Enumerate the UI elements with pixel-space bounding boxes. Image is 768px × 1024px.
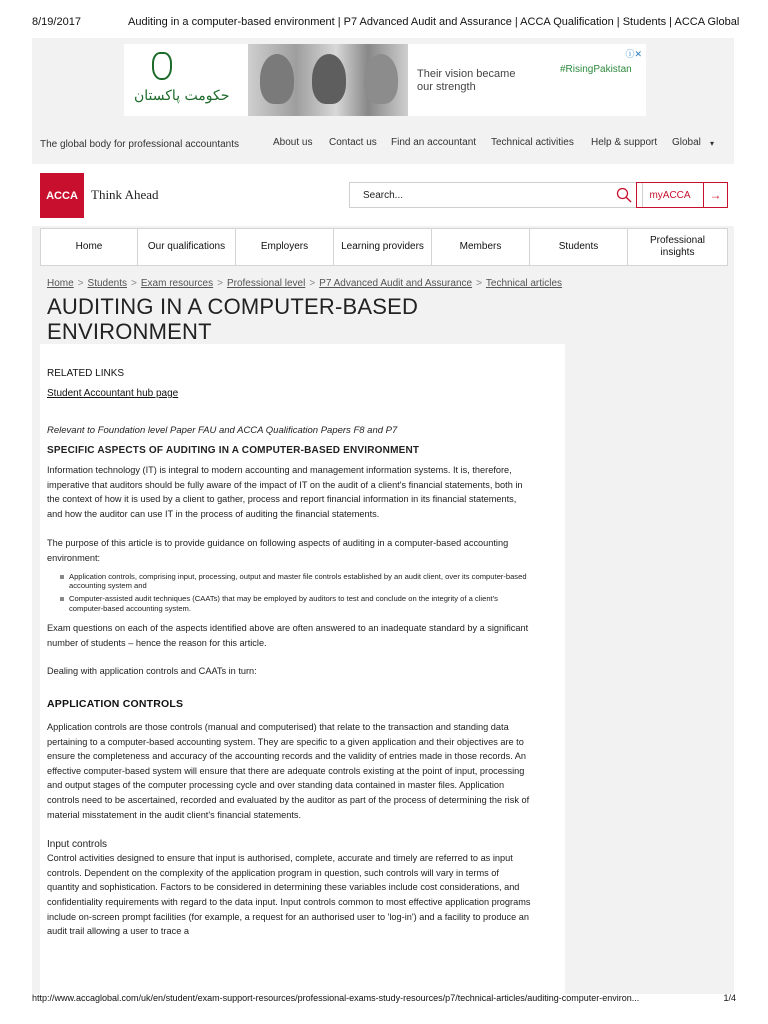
- acca-logo[interactable]: ACCA: [40, 173, 84, 218]
- myacca-label[interactable]: myACCA: [637, 183, 704, 207]
- application-controls-heading: APPLICATION CONTROLS: [47, 697, 184, 710]
- breadcrumb-separator: >: [217, 278, 223, 289]
- help-support-link[interactable]: Help & support: [591, 137, 658, 148]
- breadcrumb-home[interactable]: Home: [47, 278, 74, 289]
- student-accountant-hub-link[interactable]: Student Accountant hub page: [47, 388, 179, 399]
- contact-us-link[interactable]: Contact us: [329, 137, 377, 148]
- page-heading-area: [47, 278, 567, 344]
- breadcrumb-students[interactable]: Students: [87, 278, 128, 289]
- related-links-heading: RELATED LINKS: [47, 368, 125, 379]
- aspects-list: [47, 572, 532, 614]
- about-us-link[interactable]: About us: [273, 137, 313, 148]
- search-input[interactable]: [350, 183, 580, 207]
- input-controls-paragraph: Control activities designed to ensure that input is authorised, complete, accurate and timely are referred to as input controls. Dependent on the complexity of the application program in question, such controls will vary in terms of quantity and sophistication. Factors to be considered in determining these variables include cost considerations, and confidentiality requirements with regard to the data input. Input controls common to most effective application programs include on-screen prompt facilities (for example, a request for an authorised user to 'log-in') and a facility to produce an audit trail allowing a user to trace a: [47, 853, 531, 937]
- article-body: [47, 368, 532, 939]
- dealing-paragraph: Dealing with application controls and CAATs in turn:: [47, 666, 257, 677]
- ad-urdu-text: حکومت پاکستان: [134, 88, 230, 104]
- crescent-star-icon: [152, 52, 172, 80]
- section-subheading: SPECIFIC ASPECTS OF AUDITING IN A COMPUTER-BASED ENVIRONMENT: [47, 445, 420, 456]
- portrait-silhouette: [260, 54, 294, 104]
- breadcrumb-exam-resources[interactable]: Exam resources: [140, 278, 214, 289]
- ad-close-icon[interactable]: ⓘ✕: [625, 49, 642, 59]
- technical-activities-link[interactable]: Technical activities: [491, 137, 574, 148]
- relevance-note: Relevant to Foundation level Paper FAU and ACCA Qualification Papers F8 and P7: [47, 425, 398, 436]
- nav-employers[interactable]: Employers: [236, 229, 334, 265]
- application-controls-paragraph: Application controls are those controls (manual and computerised) that relate to the transaction and standing data pertaining to a computer-based accounting system. They are specific to a given application and their objectives are to ensure the completeness and accuracy of the accounting records and the validity of entries made in those records. An effective computer-based system will ensure that there are adequate controls existing at the point of input, processing and output stages of the computer processing cycle and over standing data contained in master files. Application controls need to be ascertained, recorded and evaluated by the auditor as part of the process of determining the risk of material misstatement in the audit client's financial statements.: [47, 721, 530, 820]
- breadcrumb-separator: >: [476, 278, 482, 289]
- global-dropdown[interactable]: Global: [672, 137, 701, 148]
- nav-professional-insights[interactable]: Professional insights: [649, 235, 706, 258]
- advertisement-banner[interactable]: [124, 44, 646, 116]
- print-header: [32, 16, 740, 32]
- article-panel: [40, 344, 565, 994]
- search-bar: [349, 182, 643, 208]
- government-emblem-logo: [134, 50, 230, 110]
- find-accountant-link[interactable]: Find an accountant: [391, 137, 477, 148]
- list-item: Computer-assisted audit techniques (CAATs) that may be employed by auditors to test and conclude on the integrity of a client's computer-based accounting system.: [60, 594, 532, 613]
- nav-our-qualifications[interactable]: Our qualifications: [138, 229, 236, 265]
- portrait-silhouette: [312, 54, 346, 104]
- ad-hashtag: #RisingPakistan: [560, 64, 632, 75]
- nav-home[interactable]: Home: [41, 229, 138, 265]
- print-page-title: Auditing in a computer-based environment | P7 Advanced Audit and Assurance | ACCA Qualification | Students | ACCA Global: [128, 16, 740, 28]
- nav-learning-providers[interactable]: Learning providers: [334, 229, 432, 265]
- ad-portraits-image: [248, 44, 408, 116]
- brand-header: [32, 164, 734, 226]
- breadcrumb-technical-articles[interactable]: Technical articles: [485, 278, 563, 289]
- site-tagline: The global body for professional accountants: [40, 139, 240, 150]
- nav-students[interactable]: Students: [530, 229, 628, 265]
- input-controls-heading: Input controls: [47, 839, 108, 851]
- print-page-number: 1/4: [723, 993, 736, 1003]
- print-footer: [32, 993, 736, 1007]
- nav-members[interactable]: Members: [432, 229, 530, 265]
- print-url: http://www.accaglobal.com/uk/en/student/exam-support-resources/professional-exams-study-resources/p7/technical-articles/auditing-computer-environ...: [32, 993, 640, 1003]
- myacca-button[interactable]: [636, 182, 728, 208]
- ad-slogan: Their vision became our strength: [417, 68, 516, 93]
- breadcrumb: [47, 278, 567, 292]
- search-icon[interactable]: [616, 187, 632, 203]
- arrow-right-icon[interactable]: →: [709, 188, 722, 202]
- breadcrumb-separator: >: [131, 278, 137, 289]
- page-title: AUDITING IN A COMPUTER-BASED ENVIRONMENT: [47, 294, 419, 344]
- breadcrumb-professional-level[interactable]: Professional level: [226, 278, 306, 289]
- list-item: Application controls, comprising input, processing, output and master file controls established by an audit client, over its computer-based accounting system and: [60, 572, 532, 591]
- breadcrumb-p7[interactable]: P7 Advanced Audit and Assurance: [319, 278, 473, 289]
- portrait-silhouette: [364, 54, 398, 104]
- breadcrumb-separator: >: [309, 278, 316, 289]
- main-navigation: [40, 228, 728, 266]
- intro-paragraph: Information technology (IT) is integral to modern accounting and management information systems. It is, therefore, imperative that auditors should be fully aware of the impact of IT on the audit of a client's financial statements, both in the context of how it is used by a client to gather, process and report financial information in its financial statements, and how the auditor can use IT in the process of auditing the financial statements.: [47, 465, 523, 519]
- brand-slogan: Think Ahead: [91, 187, 159, 202]
- print-date: 8/19/2017: [32, 16, 81, 28]
- chevron-down-icon[interactable]: ▾: [710, 139, 715, 148]
- utility-bar: [32, 130, 734, 160]
- purpose-paragraph: The purpose of this article is to provide guidance on following aspects of auditing in a computer-based accounting environment:: [47, 538, 509, 563]
- breadcrumb-separator: >: [77, 278, 84, 289]
- exam-questions-paragraph: Exam questions on each of the aspects identified above are often answered to an inadequate standard by a significant number of students – hence the reason for this article.: [47, 623, 529, 648]
